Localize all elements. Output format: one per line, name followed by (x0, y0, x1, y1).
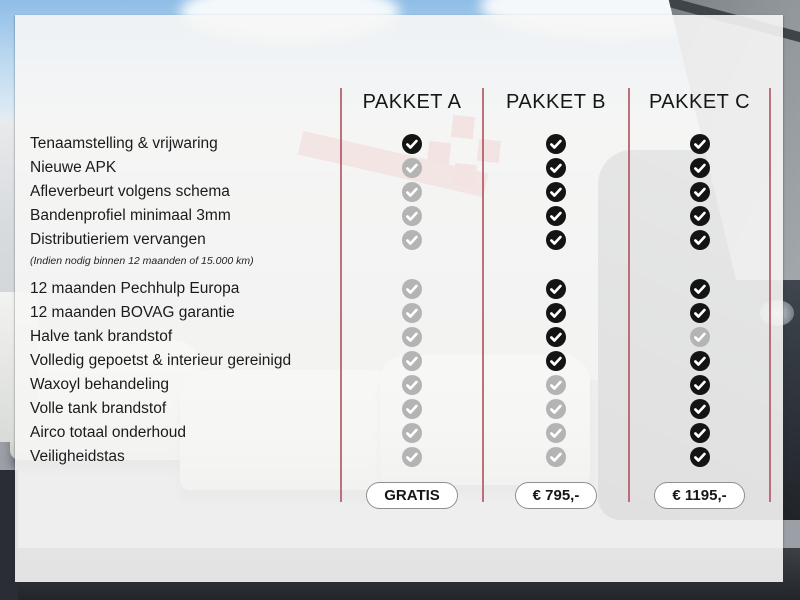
check-circle-filled-dark-icon (690, 423, 710, 443)
check-circle-filled-gray-icon (402, 423, 422, 443)
feature-label: Afleverbeurt volgens schema (30, 183, 230, 200)
feature-row (15, 301, 783, 325)
feature-label: Tenaamstelling & vrijwaring (30, 135, 218, 152)
check-circle-filled-gray-icon (402, 303, 422, 323)
table-header-row (15, 90, 783, 114)
feature-check-cell (629, 447, 770, 467)
package-c-price-button[interactable]: € 1195,- (654, 482, 744, 509)
feature-check-cell (341, 158, 483, 178)
feature-label: Volle tank brandstof (30, 400, 167, 417)
check-circle-filled-gray-icon (402, 230, 422, 250)
check-circle-filled-dark-icon (546, 327, 566, 347)
check-circle-filled-dark-icon (690, 303, 710, 323)
feature-check-cell (483, 351, 629, 371)
feature-check-cell (629, 327, 770, 347)
feature-check-cell (483, 206, 629, 226)
feature-label: Airco totaal onderhoud (30, 424, 186, 441)
check-circle-filled-dark-icon (690, 134, 710, 154)
check-circle-filled-gray-icon (402, 182, 422, 202)
feature-row (15, 349, 783, 373)
check-circle-filled-dark-icon (546, 206, 566, 226)
feature-check-cell (629, 158, 770, 178)
feature-check-cell (341, 134, 483, 154)
feature-check-cell (341, 182, 483, 202)
feature-row (15, 180, 783, 204)
check-circle-filled-gray-icon (402, 279, 422, 299)
check-circle-filled-gray-icon (402, 375, 422, 395)
check-circle-filled-dark-icon (690, 230, 710, 250)
feature-label: Volledig gepoetst & interieur gereinigd (30, 352, 292, 369)
check-circle-filled-gray-icon (546, 423, 566, 443)
check-circle-filled-dark-icon (546, 134, 566, 154)
feature-check-cell (483, 134, 629, 154)
feature-check-cell (341, 230, 483, 250)
feature-row (15, 445, 783, 469)
package-a-price-button[interactable]: GRATIS (366, 482, 458, 509)
feature-check-cell (483, 158, 629, 178)
feature-check-cell (341, 399, 483, 419)
feature-check-cell (483, 230, 629, 250)
check-circle-filled-dark-icon (690, 351, 710, 371)
check-circle-filled-gray-icon (402, 399, 422, 419)
feature-label: Veiligheidstas (30, 448, 125, 465)
feature-check-cell (629, 182, 770, 202)
feature-label: Nieuwe APK (30, 159, 117, 176)
check-circle-filled-dark-icon (690, 206, 710, 226)
feature-check-cell (483, 182, 629, 202)
check-circle-filled-dark-icon (690, 375, 710, 395)
check-circle-filled-gray-icon (546, 447, 566, 467)
feature-check-cell (483, 375, 629, 395)
feature-label: Bandenprofiel minimaal 3mm (30, 207, 231, 224)
feature-check-cell (629, 230, 770, 250)
check-circle-filled-dark-icon (546, 303, 566, 323)
feature-label: Waxoyl behandeling (30, 376, 170, 393)
feature-row (15, 397, 783, 421)
feature-label: Halve tank brandstof (30, 328, 173, 345)
feature-check-cell (483, 399, 629, 419)
feature-check-cell (629, 351, 770, 371)
feature-check-cell (629, 303, 770, 323)
feature-row (15, 132, 783, 156)
package-a-header: PAKKET A (362, 90, 462, 113)
feature-check-cell (341, 327, 483, 347)
feature-row (15, 156, 783, 180)
feature-check-cell (629, 399, 770, 419)
feature-row (15, 277, 783, 301)
package-comparison-panel (15, 15, 783, 582)
package-table (15, 90, 783, 509)
feature-check-cell (629, 206, 770, 226)
check-circle-filled-dark-icon (546, 351, 566, 371)
feature-note: (Indien nodig binnen 12 maanden of 15.000 km) (30, 254, 254, 267)
feature-check-cell (341, 423, 483, 443)
feature-check-cell (341, 351, 483, 371)
feature-row (15, 228, 783, 252)
package-c-header: PAKKET C (648, 90, 751, 113)
check-circle-filled-gray-icon (402, 158, 422, 178)
feature-check-cell (629, 375, 770, 395)
feature-check-cell (483, 327, 629, 347)
feature-check-cell (629, 134, 770, 154)
feature-check-cell (341, 279, 483, 299)
check-circle-filled-gray-icon (690, 327, 710, 347)
package-b-price-button[interactable]: € 795,- (515, 482, 598, 509)
feature-check-cell (629, 423, 770, 443)
feature-check-cell (483, 303, 629, 323)
feature-row (15, 204, 783, 228)
feature-check-cell (629, 279, 770, 299)
check-circle-filled-dark-icon (402, 134, 422, 154)
check-circle-filled-dark-icon (690, 182, 710, 202)
price-row (15, 481, 783, 509)
feature-row (15, 325, 783, 349)
feature-check-cell (483, 447, 629, 467)
check-circle-filled-gray-icon (546, 375, 566, 395)
feature-check-cell (341, 206, 483, 226)
feature-label: 12 maanden Pechhulp Europa (30, 280, 240, 297)
feature-check-cell (483, 279, 629, 299)
check-circle-filled-dark-icon (690, 399, 710, 419)
feature-rows (15, 132, 783, 469)
feature-label: 12 maanden BOVAG garantie (30, 304, 235, 321)
check-circle-filled-dark-icon (546, 279, 566, 299)
feature-check-cell (341, 447, 483, 467)
check-circle-filled-gray-icon (402, 447, 422, 467)
feature-check-cell (483, 423, 629, 443)
check-circle-filled-gray-icon (402, 351, 422, 371)
feature-check-cell (341, 303, 483, 323)
feature-label: Distributieriem vervangen (30, 231, 206, 248)
check-circle-filled-gray-icon (402, 206, 422, 226)
check-circle-filled-dark-icon (546, 158, 566, 178)
feature-check-cell (341, 375, 483, 395)
check-circle-filled-dark-icon (690, 158, 710, 178)
check-circle-filled-dark-icon (690, 447, 710, 467)
package-b-header: PAKKET B (506, 90, 606, 113)
feature-note-row (15, 252, 783, 269)
check-circle-filled-gray-icon (402, 327, 422, 347)
feature-row (15, 373, 783, 397)
check-circle-filled-gray-icon (546, 399, 566, 419)
check-circle-filled-dark-icon (546, 182, 566, 202)
check-circle-filled-dark-icon (690, 279, 710, 299)
check-circle-filled-dark-icon (546, 230, 566, 250)
feature-row (15, 421, 783, 445)
